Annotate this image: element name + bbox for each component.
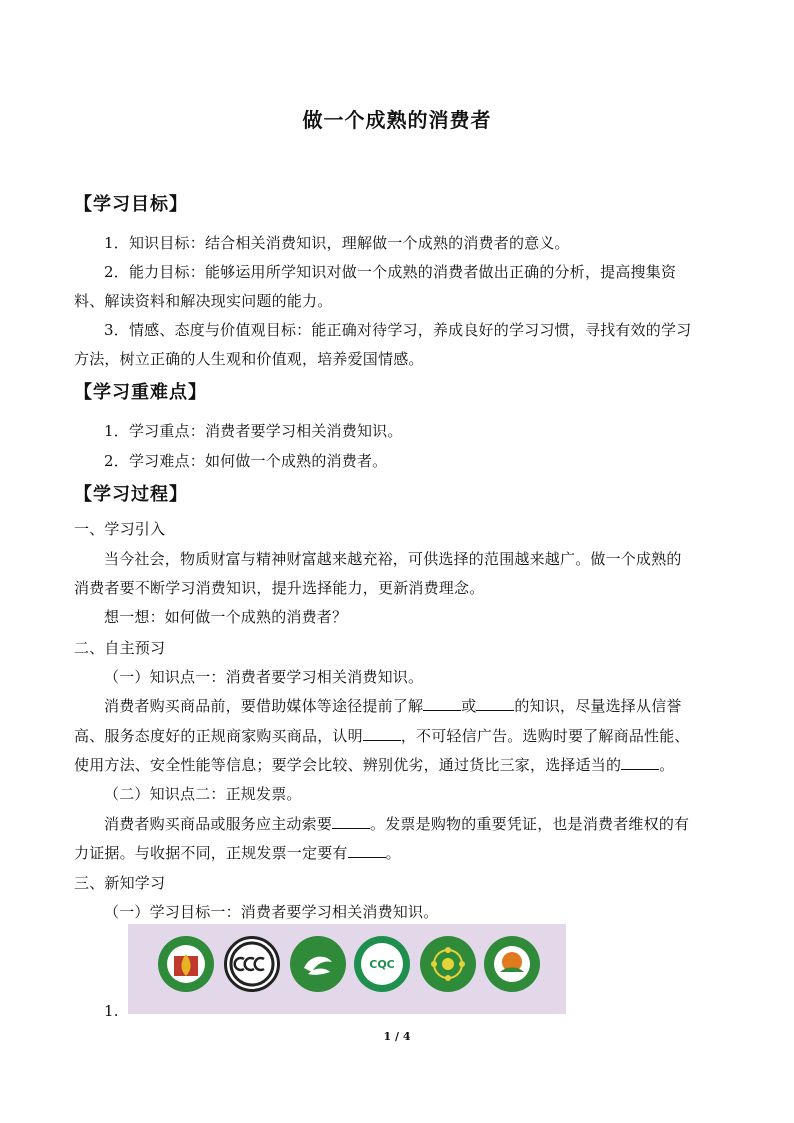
preview-paragraph-line-1: 消费者购买商品前，要借助媒体等途径提前了解 或 的知识，尽量选择从信誉: [104, 697, 682, 715]
objective-2-line-1: 2．能力目标：能够运用所学知识对做一个成熟的消费者做出正确的分析，提高搜集资: [104, 263, 677, 281]
key-point-2: 2．学习难点：如何做一个成熟的消费者。: [104, 452, 388, 470]
preview-paragraph-line-2: 高、服务态度好的正规商家购买商品，认明 ，不可轻信广告。选购时要了解商品性能、: [74, 727, 690, 745]
intro-paragraph-line-1: 当今社会，物质财富与精神财富越来越充裕，可供选择的范围越来越广。做一个成熟的: [104, 550, 682, 568]
fill-blank: [423, 696, 461, 711]
fill-blank: [621, 755, 659, 770]
organic-product-logo: [290, 936, 346, 992]
key-points-heading: 【学习重难点】: [74, 382, 207, 403]
page-title: 做一个成熟的消费者: [302, 108, 492, 132]
fill-blank: [332, 814, 370, 829]
objective-1: 1．知识目标：结合相关消费知识，理解做一个成熟的消费者的意义。: [104, 234, 570, 252]
objective-2-line-2: 料、解读资料和解决现实问题的能力。: [74, 292, 333, 310]
fill-blank: [348, 843, 386, 858]
think-question: 想一想：如何做一个成熟的消费者？: [104, 608, 348, 626]
certification-logos-image: [128, 924, 566, 1014]
pollution-free-logo: [484, 936, 540, 992]
item-number: 1.: [104, 1002, 119, 1020]
svg-text:CQC: CQC: [369, 958, 395, 971]
preview-paragraph-line-3: 使用方法、安全性能等信息；要学会比较、辨别优劣，通过货比三家，选择适当的 。: [74, 756, 675, 774]
learning-goal-1: （一）学习目标一：消费者要学习相关消费知识。: [104, 903, 439, 921]
ccc-logo: [224, 936, 280, 992]
section-preview-heading: 二、自主预习: [74, 639, 166, 657]
invoice-paragraph-line-1: 消费者购买商品或服务应主动索要 。发票是购物的重要凭证，也是消费者维权的有: [104, 815, 690, 833]
invoice-paragraph-line-2: 力证据。与收据不同，正规发票一定要有 。: [74, 844, 401, 862]
page-number: 1 / 4: [383, 1030, 411, 1043]
fill-blank: [476, 696, 514, 711]
key-point-1: 1．学习重点：消费者要学习相关消费知识。: [104, 422, 403, 440]
objectives-heading: 【学习目标】: [74, 194, 188, 215]
section-new-learning-heading: 三、新知学习: [74, 874, 166, 892]
environmental-label-logo: [420, 936, 476, 992]
objective-3-line-2: 方法，树立正确的人生观和价值观，培养爱国情感。: [74, 350, 424, 368]
fill-blank: [363, 726, 401, 741]
knowledge-point-1: （一）知识点一：消费者要学习相关消费知识。: [104, 668, 424, 686]
process-heading: 【学习过程】: [74, 484, 188, 505]
section-intro-heading: 一、学习引入: [74, 520, 166, 538]
cqc-logo: [354, 936, 410, 992]
intro-paragraph-line-2: 消费者要不断学习消费知识，提升选择能力，更新消费理念。: [74, 579, 485, 597]
objective-3-line-1: 3．情感、态度与价值观目标：能正确对待学习，养成良好的学习习惯，寻找有效的学习: [104, 321, 692, 339]
green-food-logo: [158, 936, 214, 992]
knowledge-point-2: （二）知识点二：正规发票。: [104, 785, 302, 803]
